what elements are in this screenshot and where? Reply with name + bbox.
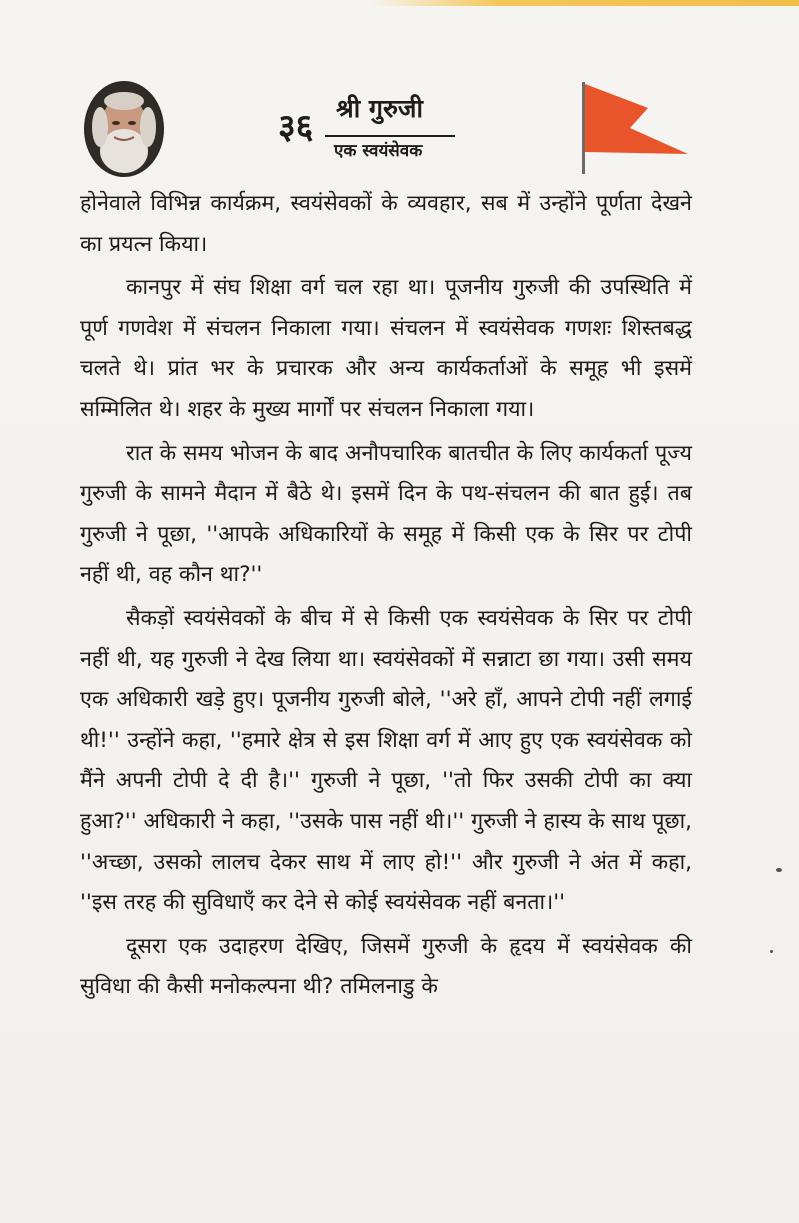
- page-number: ३६: [278, 107, 314, 147]
- page-body-text: [80, 184, 692, 1008]
- paragraph: होनेवाले विभिन्न कार्यक्रम, स्वयंसेवकों के व्यवहार, सब में उन्होंने पूर्णता देखने का प्रयत्न किया।: [80, 191, 692, 257]
- header-divider: [325, 135, 455, 137]
- page-edge-strip: [370, 0, 799, 6]
- portrait-image: [86, 83, 162, 175]
- paragraph: रात के समय भोजन के बाद अनौपचारिक बातचीत के लिए कार्यकर्ता पूज्य गुरुजी के सामने मैदान में बैठे थे। इसमें दिन के पथ-संचलन की बात हुई। तब गुरुजी ने पूछा, ''आपके अधिकारियों के समूह में किसी एक के सिर पर टोपी नहीं थी, वह कौन था?'': [80, 440, 692, 588]
- running-subtitle: एक स्वयंसेवक: [334, 141, 423, 161]
- paragraph: सैकड़ों स्वयंसेवकों के बीच में से किसी एक स्वयंसेवक के सिर पर टोपी नहीं थी, यह गुरुजी ने देख लिया था। स्वयंसेवकों में सन्नाटा छा गया। उसी समय एक अधिकारी खड़े हुए। पूजनीय गुरुजी बोले, ''अरे हाँ, आपने टोपी नहीं लगाई थी!'' उन्होंने कहा, ''हमारे क्षेत्र से इस शिक्षा वर्ग में आए हुए एक स्वयंसेवक को मैंने अपनी टोपी दे दी है।'' गुरुजी ने पूछा, ''तो फिर उसकी टोपी का क्या हुआ?'' अधिकारी ने कहा, ''उसके पास नहीं थी।'' गुरुजी ने हास्य के साथ पूछा, ''अच्छा, उसको लालच देकर साथ में लाए हो!'' और गुरुजी ने अंत में कहा, ''इस तरह की सुविधाएँ कर देने से कोई स्वयंसेवक नहीं बनता।'': [80, 605, 692, 916]
- paragraph: कानपुर में संघ शिक्षा वर्ग चल रहा था। पूजनीय गुरुजी की उपस्थिति में पूर्ण गणवेश में संचलन निकाला गया। संचलन में स्वयंसेवक गणशः शिस्तबद्ध चलते थे। प्रांत भर के प्रचारक और अन्य कार्यकर्ताओं के समूह भी इसमें सम्मिलित थे। शहर के मुख्य मार्गों पर संचलन निकाला गया।: [80, 275, 692, 422]
- paper-speck: [776, 868, 782, 872]
- paper-speck: [770, 950, 773, 953]
- saffron-flag-icon: [578, 80, 690, 175]
- running-title: श्री गुरुजी: [336, 94, 423, 123]
- guruji-portrait-icon: [86, 83, 162, 175]
- paragraph: दूसरा एक उदाहरण देखिए, जिसमें गुरुजी के हृदय में स्वयंसेवक की सुविधा की कैसी मनोकल्पना थी? तमिलनाडु के: [80, 933, 692, 1000]
